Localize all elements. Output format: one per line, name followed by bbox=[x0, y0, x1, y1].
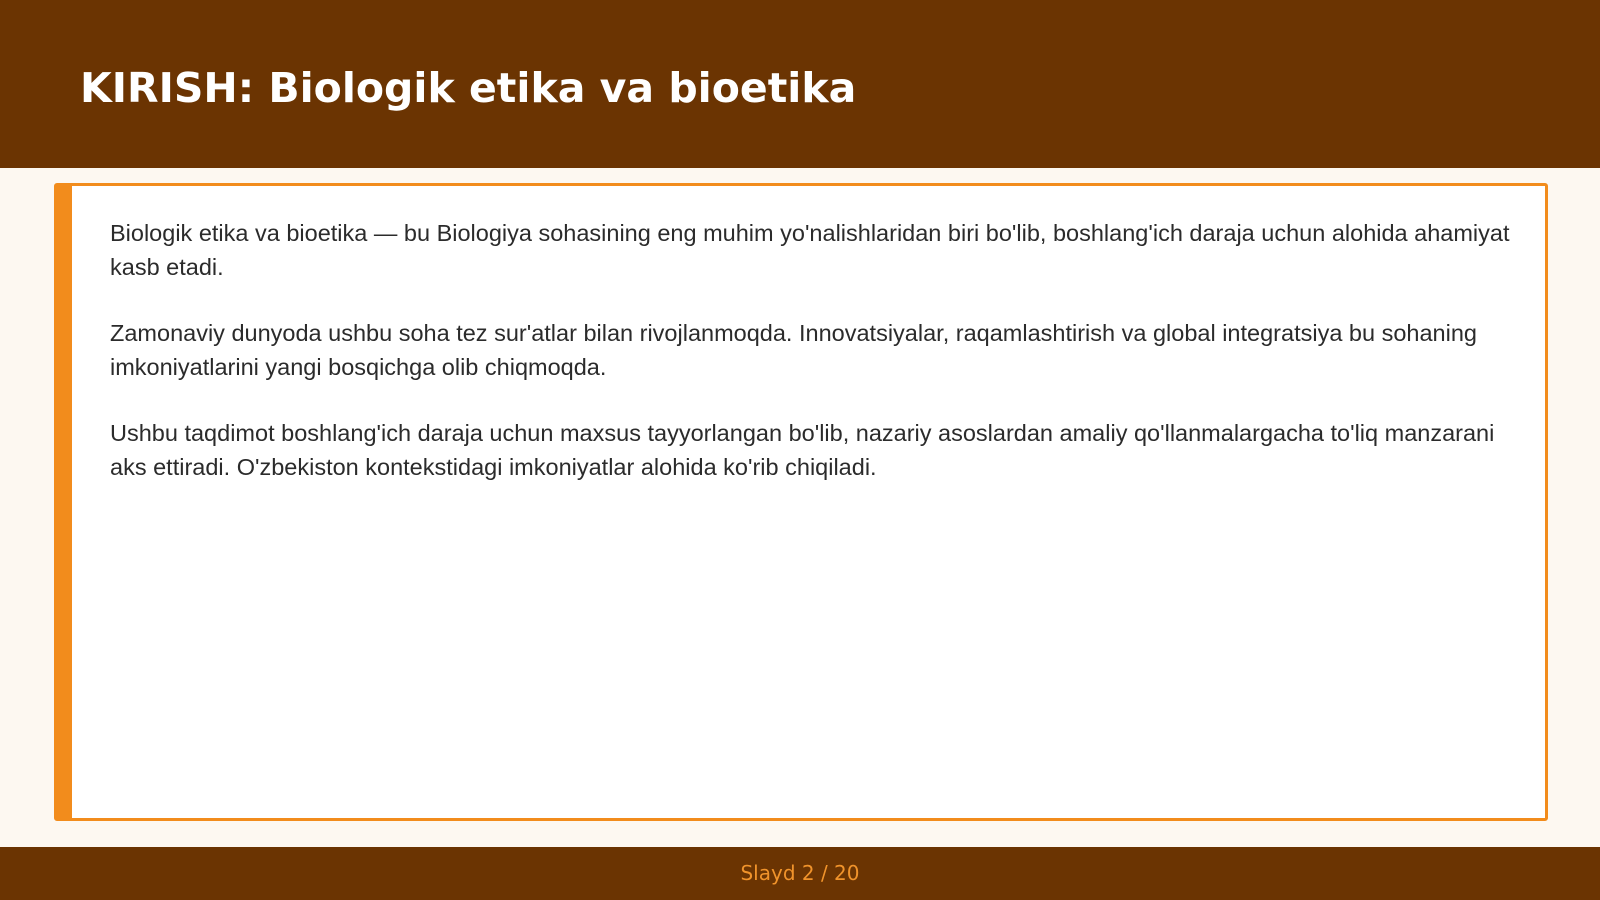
slide-title: KIRISH: Biologik etika va bioetika bbox=[80, 64, 857, 112]
paragraph-presentation-scope: Ushbu taqdimot boshlang'ich daraja uchun maxsus tayyorlangan bo'lib, nazariy asoslardan amaliy qo'llanmalargacha to'liq manzarani aks ettiradi. O'zbekiston kontekstidagi imkoniyatlar alohida ko'rib chiqiladi. bbox=[110, 420, 1495, 480]
slide-footer bbox=[0, 847, 1600, 900]
slide-header bbox=[0, 0, 1600, 168]
content-body bbox=[110, 216, 1510, 516]
slide-number: Slayd 2 / 20 bbox=[740, 861, 860, 885]
content-box bbox=[54, 183, 1548, 821]
paragraph-intro: Biologik etika va bioetika — bu Biologiya sohasining eng muhim yo'nalishlaridan biri bo'lib, boshlang'ich daraja uchun alohida ahamiyat kasb etadi. bbox=[110, 220, 1510, 280]
paragraph-modern-world: Zamonaviy dunyoda ushbu soha tez sur'atlar bilan rivojlanmoqda. Innovatsiyalar, raqamlashtirish va global integratsiya bu sohaning imkoniyatlarini yangi bosqichga olib chiqmoqda. bbox=[110, 320, 1477, 380]
